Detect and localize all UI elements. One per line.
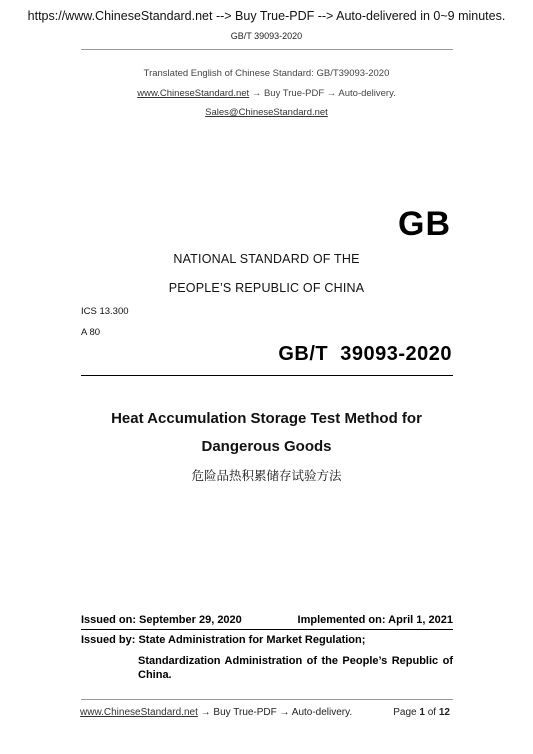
sales-email-row — [0, 107, 533, 118]
ccs-code: A 80 — [81, 327, 101, 338]
issued-on: Issued on: September 29, 2020 — [81, 614, 242, 626]
footer-delivery — [80, 707, 352, 718]
standard-number: GB/T 39093-2020 — [278, 343, 452, 365]
ics-code: ICS 13.300 — [81, 306, 129, 317]
page-label: Page — [393, 707, 417, 718]
second-issuer: Standardization Administration of the People’s Republic of China. — [138, 655, 453, 681]
gb-mark: GB — [398, 205, 451, 243]
page-indicator — [393, 707, 450, 718]
national-standard-line1: NATIONAL STANDARD OF THE — [173, 252, 360, 266]
title-divider — [81, 375, 453, 376]
title-chinese: 危险品热积累储存试验方法 — [191, 469, 342, 483]
footer-site-link[interactable]: www.ChineseStandard.net — [80, 707, 198, 718]
issued-by: Issued by: State Administration for Market Regulation; — [81, 634, 366, 646]
header-divider — [81, 49, 453, 50]
translation-delivery-line — [0, 88, 533, 99]
page-total: 12 — [438, 707, 450, 718]
footer-delivery-text: → Buy True-PDF → Auto-delivery. — [197, 707, 353, 718]
dates-row — [81, 614, 453, 626]
page-current: 1 — [419, 707, 425, 718]
site-link[interactable]: www.ChineseStandard.net — [137, 88, 250, 99]
translation-line: Translated English of Chinese Standard: GB/T39093-2020 — [143, 68, 390, 79]
header-banner: https://www.ChineseStandard.net --> Buy True-PDF --> Auto-delivered in 0~9 minutes. — [27, 9, 506, 23]
sales-email-link[interactable]: Sales@ChineseStandard.net — [205, 107, 328, 118]
dates-divider — [81, 629, 453, 630]
national-standard-line2: PEOPLE’S REPUBLIC OF CHINA — [168, 281, 365, 295]
page-of: of — [427, 707, 437, 718]
delivery-text: → Buy True-PDF → Auto-delivery. — [249, 88, 396, 99]
title-line1: Heat Accumulation Storage Test Method for — [111, 410, 422, 427]
title-line2: Dangerous Goods — [201, 438, 332, 455]
footer-divider — [81, 699, 453, 700]
header-standard-code: GB/T 39093-2020 — [230, 31, 303, 41]
implemented-on: Implemented on: April 1, 2021 — [297, 614, 453, 626]
